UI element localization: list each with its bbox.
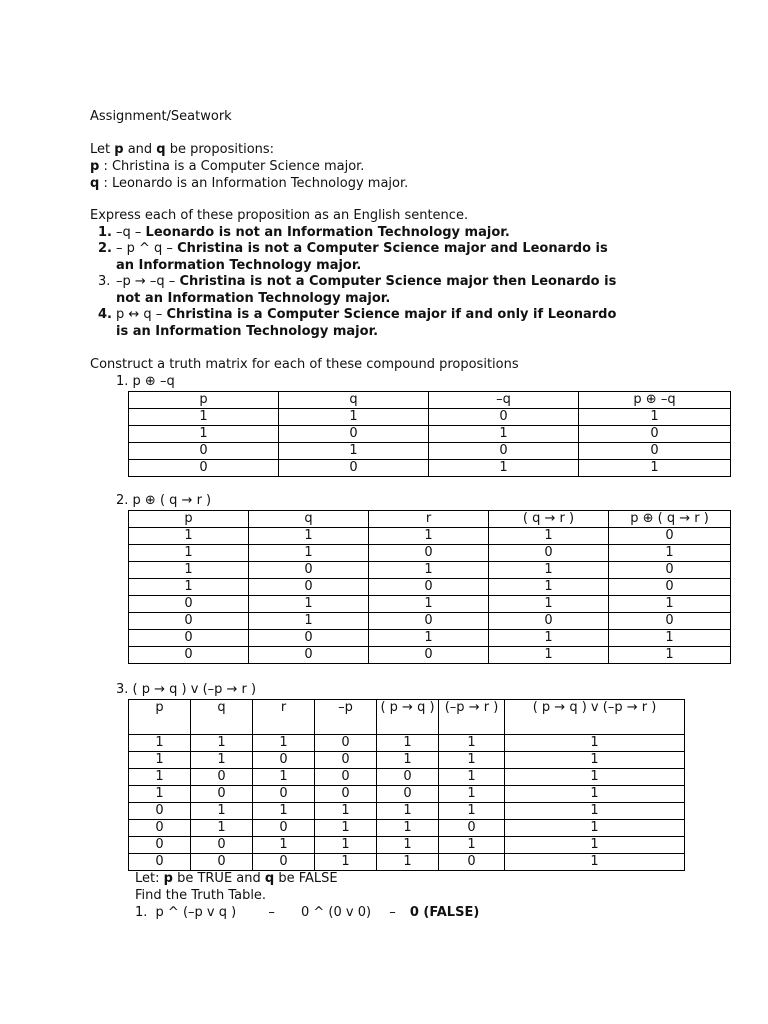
express-heading: Express each of these proposition as an English sentence. bbox=[90, 208, 469, 223]
table-cell: 1 bbox=[505, 769, 685, 786]
table-cell: 0 bbox=[129, 630, 249, 647]
q-symbol: q bbox=[90, 176, 100, 191]
table-row bbox=[129, 409, 731, 426]
table-row bbox=[129, 613, 731, 630]
table-cell: 1 bbox=[439, 803, 505, 820]
table-cell: 0 bbox=[489, 613, 609, 630]
q-definition-text: : Leonardo is an Information Technology major. bbox=[99, 176, 409, 191]
table-cell: 1 bbox=[129, 562, 249, 579]
table-cell: 1 bbox=[129, 769, 191, 786]
table-cell: 1 bbox=[253, 837, 315, 854]
table1-label bbox=[116, 374, 175, 390]
table-cell: 1 bbox=[377, 854, 439, 871]
table-cell: 1 bbox=[505, 752, 685, 769]
truth-table-3 bbox=[128, 699, 685, 871]
table-cell: 1 bbox=[505, 854, 685, 871]
table-cell: 1 bbox=[129, 579, 249, 596]
table-cell: 0 bbox=[377, 786, 439, 803]
table-cell: 0 bbox=[129, 460, 279, 477]
dash-separator: – bbox=[268, 905, 275, 920]
table-cell: 0 bbox=[609, 528, 731, 545]
table-cell: 0 bbox=[609, 579, 731, 596]
column-header: q bbox=[279, 392, 429, 409]
table-cell: 1 bbox=[505, 837, 685, 854]
table-row bbox=[129, 426, 731, 443]
column-header: p bbox=[129, 511, 249, 528]
table-cell: 1 bbox=[609, 596, 731, 613]
assignment-title: Assignment/Seatwork bbox=[90, 109, 232, 124]
let-text: be FALSE bbox=[274, 871, 338, 886]
list-number: 3. bbox=[116, 682, 129, 697]
column-header: ( p → q ) bbox=[377, 700, 439, 735]
table-row bbox=[129, 752, 685, 769]
english-answer: Christina is not a Computer Science major then Leonardo is bbox=[179, 274, 617, 289]
find-item-1 bbox=[135, 905, 479, 921]
table-cell: 1 bbox=[191, 735, 253, 752]
table-cell: 1 bbox=[315, 837, 377, 854]
table-cell: 1 bbox=[609, 630, 731, 647]
english-answer: Christina is a Computer Science major if and only if Leonardo bbox=[166, 307, 617, 322]
table-cell: 1 bbox=[439, 769, 505, 786]
p-definition-text: : Christina is a Computer Science major. bbox=[99, 159, 365, 174]
table-cell: 1 bbox=[129, 786, 191, 803]
list-number: 2. bbox=[98, 241, 112, 256]
let-line bbox=[135, 871, 338, 887]
table-cell: 1 bbox=[489, 596, 609, 613]
table-cell: 0 bbox=[129, 613, 249, 630]
express-item-1 bbox=[98, 225, 510, 242]
column-header: q bbox=[249, 511, 369, 528]
table-cell: 1 bbox=[439, 837, 505, 854]
table-cell: 0 bbox=[609, 613, 731, 630]
table-cell: 1 bbox=[505, 735, 685, 752]
table-cell: 0 bbox=[279, 426, 429, 443]
table-row bbox=[129, 596, 731, 613]
table-cell: 0 bbox=[579, 426, 731, 443]
table-row bbox=[129, 562, 731, 579]
construct-heading: Construct a truth matrix for each of these compound propositions bbox=[90, 357, 519, 372]
table-cell: 0 bbox=[129, 443, 279, 460]
column-header: ( q → r ) bbox=[489, 511, 609, 528]
express-item-2 bbox=[98, 241, 608, 274]
table-cell: 1 bbox=[505, 803, 685, 820]
table-cell: 0 bbox=[191, 769, 253, 786]
table-cell: 0 bbox=[315, 786, 377, 803]
table-cell: 0 bbox=[249, 579, 369, 596]
table-cell: 0 bbox=[439, 820, 505, 837]
table-row bbox=[129, 630, 731, 647]
p-symbol: p bbox=[114, 142, 124, 157]
table-cell: 1 bbox=[253, 769, 315, 786]
table-cell: 0 bbox=[369, 647, 489, 664]
table-header-row bbox=[129, 392, 731, 409]
let-text: Let: bbox=[135, 871, 164, 886]
table-cell: 1 bbox=[439, 735, 505, 752]
table-cell: 1 bbox=[191, 752, 253, 769]
table2-label bbox=[116, 493, 211, 509]
column-header: r bbox=[369, 511, 489, 528]
table-cell: 0 bbox=[279, 460, 429, 477]
column-header: p bbox=[129, 392, 279, 409]
table-cell: 1 bbox=[489, 528, 609, 545]
q-symbol: q bbox=[156, 142, 166, 157]
table-cell: 0 bbox=[191, 786, 253, 803]
table-cell: 1 bbox=[489, 630, 609, 647]
table-cell: 0 bbox=[129, 803, 191, 820]
list-number: 1. bbox=[135, 905, 148, 920]
table-cell: 0 bbox=[191, 854, 253, 871]
table3-label bbox=[116, 682, 256, 698]
compound-proposition: p ⊕ –q bbox=[132, 374, 175, 389]
table-cell: 0 bbox=[429, 409, 579, 426]
column-header: (–p → r ) bbox=[439, 700, 505, 735]
list-number: 4. bbox=[98, 307, 112, 322]
table-row bbox=[129, 579, 731, 596]
table-cell: 1 bbox=[429, 426, 579, 443]
table-cell: 1 bbox=[439, 786, 505, 803]
table-cell: 0 bbox=[369, 579, 489, 596]
table-row bbox=[129, 545, 731, 562]
table-cell: 1 bbox=[249, 528, 369, 545]
substitution: 0 ^ (0 v 0) bbox=[300, 905, 372, 920]
table-cell: 0 bbox=[579, 443, 731, 460]
table-row bbox=[129, 854, 685, 871]
table-header-row bbox=[129, 700, 685, 735]
table-cell: 1 bbox=[369, 630, 489, 647]
table-cell: 1 bbox=[129, 752, 191, 769]
table-row bbox=[129, 443, 731, 460]
table-cell: 1 bbox=[249, 545, 369, 562]
table-cell: 1 bbox=[369, 528, 489, 545]
table-cell: 1 bbox=[129, 426, 279, 443]
p-definition bbox=[90, 159, 364, 175]
table-row bbox=[129, 803, 685, 820]
table-row bbox=[129, 837, 685, 854]
table-cell: 0 bbox=[191, 837, 253, 854]
table-cell: 1 bbox=[579, 409, 731, 426]
table-cell: 1 bbox=[253, 735, 315, 752]
table-cell: 1 bbox=[315, 803, 377, 820]
q-symbol: q bbox=[264, 871, 275, 886]
english-answer: Leonardo is not an Information Technology major. bbox=[145, 225, 510, 240]
english-answer-continued: not an Information Technology major. bbox=[116, 290, 391, 306]
table-cell: 0 bbox=[253, 854, 315, 871]
intro-text: Let bbox=[90, 142, 115, 157]
p-symbol: p bbox=[163, 871, 173, 886]
table-cell: 0 bbox=[489, 545, 609, 562]
table-row bbox=[129, 769, 685, 786]
p-symbol: p bbox=[90, 159, 100, 174]
compound-proposition: ( p → q ) v (–p → r ) bbox=[132, 682, 257, 697]
table-cell: 1 bbox=[279, 409, 429, 426]
let-text: be TRUE and bbox=[172, 871, 265, 886]
dash-separator: – bbox=[389, 905, 396, 920]
intro-line bbox=[90, 142, 274, 158]
table-cell: 1 bbox=[377, 735, 439, 752]
table-cell: 1 bbox=[129, 528, 249, 545]
list-number: 1. bbox=[98, 225, 112, 240]
table-cell: 1 bbox=[369, 562, 489, 579]
intro-text: and bbox=[123, 142, 157, 157]
truth-table-1 bbox=[128, 391, 731, 477]
compound-proposition: p ⊕ ( q → r ) bbox=[132, 493, 212, 508]
table-cell: 0 bbox=[253, 820, 315, 837]
table-row bbox=[129, 735, 685, 752]
table-cell: 0 bbox=[129, 596, 249, 613]
table-cell: 0 bbox=[253, 786, 315, 803]
table-cell: 1 bbox=[129, 545, 249, 562]
truth-table-2 bbox=[128, 510, 731, 664]
column-header: ( p → q ) v (–p → r ) bbox=[505, 700, 685, 735]
table-row bbox=[129, 820, 685, 837]
table-cell: 1 bbox=[439, 752, 505, 769]
table-cell: 1 bbox=[505, 820, 685, 837]
intro-text: be propositions: bbox=[165, 142, 275, 157]
list-number: 1. bbox=[116, 374, 129, 389]
table-cell: 1 bbox=[579, 460, 731, 477]
table-cell: 1 bbox=[253, 803, 315, 820]
table-cell: 1 bbox=[315, 854, 377, 871]
table-cell: 0 bbox=[249, 562, 369, 579]
table-cell: 1 bbox=[249, 596, 369, 613]
proposition-expression: –q – bbox=[116, 225, 146, 240]
table-row bbox=[129, 528, 731, 545]
proposition-expression: p ↔ q – bbox=[116, 307, 167, 322]
table-cell: 0 bbox=[129, 647, 249, 664]
table-cell: 1 bbox=[249, 613, 369, 630]
table-header-row bbox=[129, 511, 731, 528]
table-cell: 1 bbox=[279, 443, 429, 460]
table-row bbox=[129, 647, 731, 664]
column-header: p bbox=[129, 700, 191, 735]
table-cell: 0 bbox=[253, 752, 315, 769]
table-cell: 1 bbox=[129, 735, 191, 752]
compound-proposition: p ^ (–p v q ) bbox=[155, 905, 237, 920]
column-header: q bbox=[191, 700, 253, 735]
table-cell: 0 bbox=[249, 647, 369, 664]
column-header: r bbox=[253, 700, 315, 735]
find-heading: Find the Truth Table. bbox=[135, 888, 267, 903]
list-number: 3. bbox=[98, 274, 111, 289]
table-cell: 0 bbox=[429, 443, 579, 460]
table-cell: 0 bbox=[129, 837, 191, 854]
table-cell: 0 bbox=[315, 752, 377, 769]
proposition-expression: – p ^ q – bbox=[116, 241, 178, 256]
table-cell: 1 bbox=[609, 545, 731, 562]
table-cell: 1 bbox=[191, 820, 253, 837]
express-item-3 bbox=[98, 274, 617, 307]
column-header: –q bbox=[429, 392, 579, 409]
table-cell: 0 bbox=[369, 545, 489, 562]
table-cell: 0 bbox=[249, 630, 369, 647]
table-cell: 1 bbox=[609, 647, 731, 664]
list-number: 2. bbox=[116, 493, 129, 508]
column-header: p ⊕ –q bbox=[579, 392, 731, 409]
table-cell: 0 bbox=[369, 613, 489, 630]
table-cell: 1 bbox=[377, 820, 439, 837]
table-cell: 0 bbox=[129, 854, 191, 871]
table-cell: 0 bbox=[439, 854, 505, 871]
table-row bbox=[129, 786, 685, 803]
table-cell: 1 bbox=[489, 579, 609, 596]
table-cell: 1 bbox=[505, 786, 685, 803]
english-answer-continued: is an Information Technology major. bbox=[116, 323, 379, 339]
table-cell: 1 bbox=[429, 460, 579, 477]
table-cell: 1 bbox=[377, 837, 439, 854]
table-row bbox=[129, 460, 731, 477]
table-cell: 0 bbox=[315, 735, 377, 752]
table-cell: 1 bbox=[377, 752, 439, 769]
english-answer-continued: an Information Technology major. bbox=[116, 257, 362, 273]
table-cell: 1 bbox=[191, 803, 253, 820]
english-answer: Christina is not a Computer Science major and Leonardo is bbox=[177, 241, 608, 256]
table-cell: 1 bbox=[129, 409, 279, 426]
table-cell: 0 bbox=[377, 769, 439, 786]
proposition-expression: –p → –q – bbox=[116, 274, 180, 289]
table-cell: 0 bbox=[609, 562, 731, 579]
table-cell: 0 bbox=[129, 820, 191, 837]
table-cell: 1 bbox=[489, 562, 609, 579]
q-definition bbox=[90, 176, 408, 192]
table-cell: 0 bbox=[315, 769, 377, 786]
column-header: –p bbox=[315, 700, 377, 735]
final-result: 0 (FALSE) bbox=[409, 905, 480, 920]
table-cell: 1 bbox=[489, 647, 609, 664]
table-cell: 1 bbox=[369, 596, 489, 613]
column-header: p ⊕ ( q → r ) bbox=[609, 511, 731, 528]
table-cell: 1 bbox=[315, 820, 377, 837]
table-cell: 1 bbox=[377, 803, 439, 820]
express-item-4 bbox=[98, 307, 617, 340]
